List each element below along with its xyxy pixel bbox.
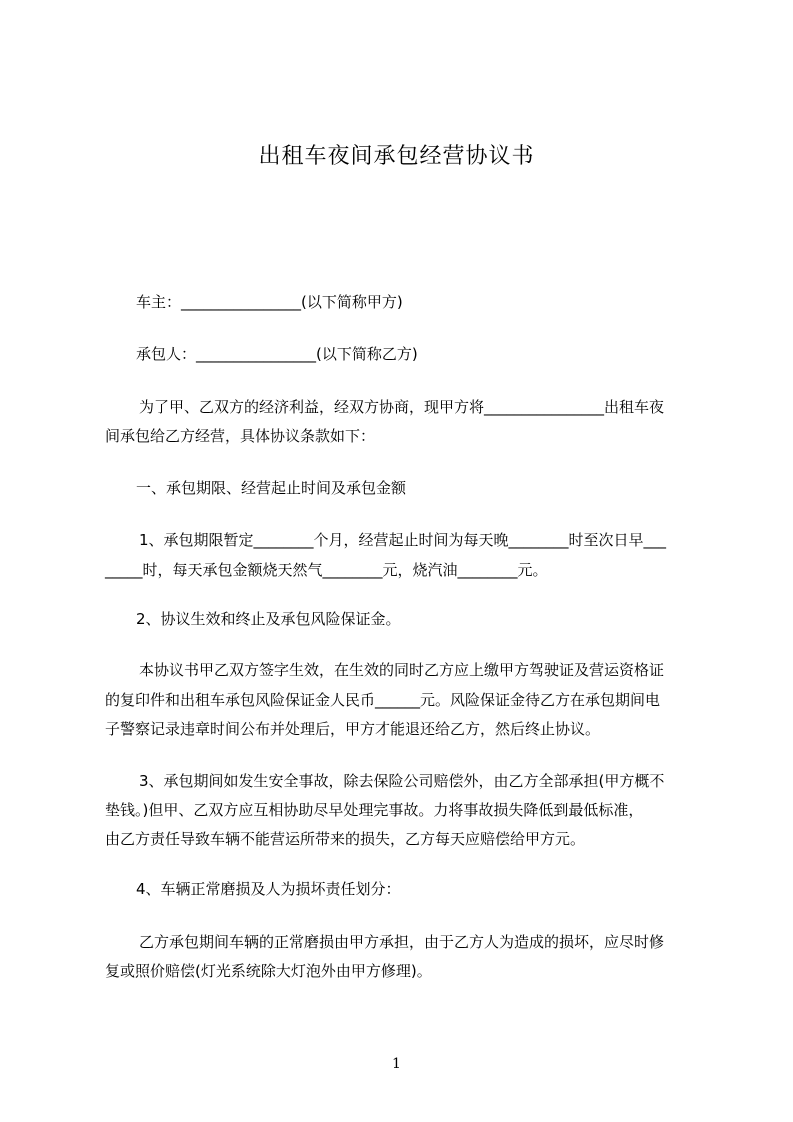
section-1-heading: 一、承包期限、经营起止时间及承包金额 bbox=[136, 479, 407, 497]
item-3-line-3: 由乙方责任导致车辆不能营运所带来的损失，乙方每天应赔偿给甲方元。 bbox=[105, 830, 586, 848]
intro-line-2: 间承包给乙方经营，具体协议条款如下： bbox=[105, 427, 376, 445]
item-4-body-line-2: 复或照价赔偿(灯光系统除大灯泡外由甲方修理)。 bbox=[105, 962, 432, 980]
item-4-heading: 4、车辆正常磨损及人为损坏责任划分： bbox=[136, 880, 401, 898]
item-3-line-2: 垫钱。)但甲、乙双方应互相协助尽早处理完事故。力将事故损失降低到最低标准， bbox=[105, 801, 644, 819]
item-2-heading: 2、协议生效和终止及承包风险保证金。 bbox=[136, 610, 401, 628]
intro-line-1: 为了甲、乙双方的经济利益，经双方协商，现甲方将________________出租车夜 bbox=[139, 398, 665, 416]
owner-line: 车主：________________(以下简称甲方) bbox=[136, 293, 403, 311]
item-2-body-line-3: 子警察记录违章时间公布并处理后，甲方才能退还给乙方，然后终止协议。 bbox=[105, 720, 601, 738]
page-number: 1 bbox=[392, 1056, 401, 1072]
item-3-line-1: 3、承包期间如发生安全事故，除去保险公司赔偿外，由乙方全部承担(甲方概不 bbox=[139, 772, 665, 790]
item-1-line-1: 1、承包期限暂定________个月，经营起止时间为每天晚________时至次日早___ bbox=[139, 531, 667, 549]
item-2-body-line-2: 的复印件和出租车承包风险保证金人民币______元。风险保证金待乙方在承包期间电 bbox=[105, 691, 661, 709]
contractor-line: 承包人：________________(以下简称乙方) bbox=[136, 345, 418, 363]
item-4-body-line-1: 乙方承包期间车辆的正常磨损由甲方承担，由于乙方人为造成的损坏，应尽时修 bbox=[139, 933, 665, 951]
item-2-body-line-1: 本协议书甲乙双方签字生效，在生效的同时乙方应上缴甲方驾驶证及营运资格证 bbox=[139, 661, 665, 679]
item-1-line-2: _____时，每天承包金额烧天然气________元，烧汽油________元。 bbox=[105, 561, 548, 579]
document-title: 出租车夜间承包经营协议书 bbox=[258, 144, 535, 169]
